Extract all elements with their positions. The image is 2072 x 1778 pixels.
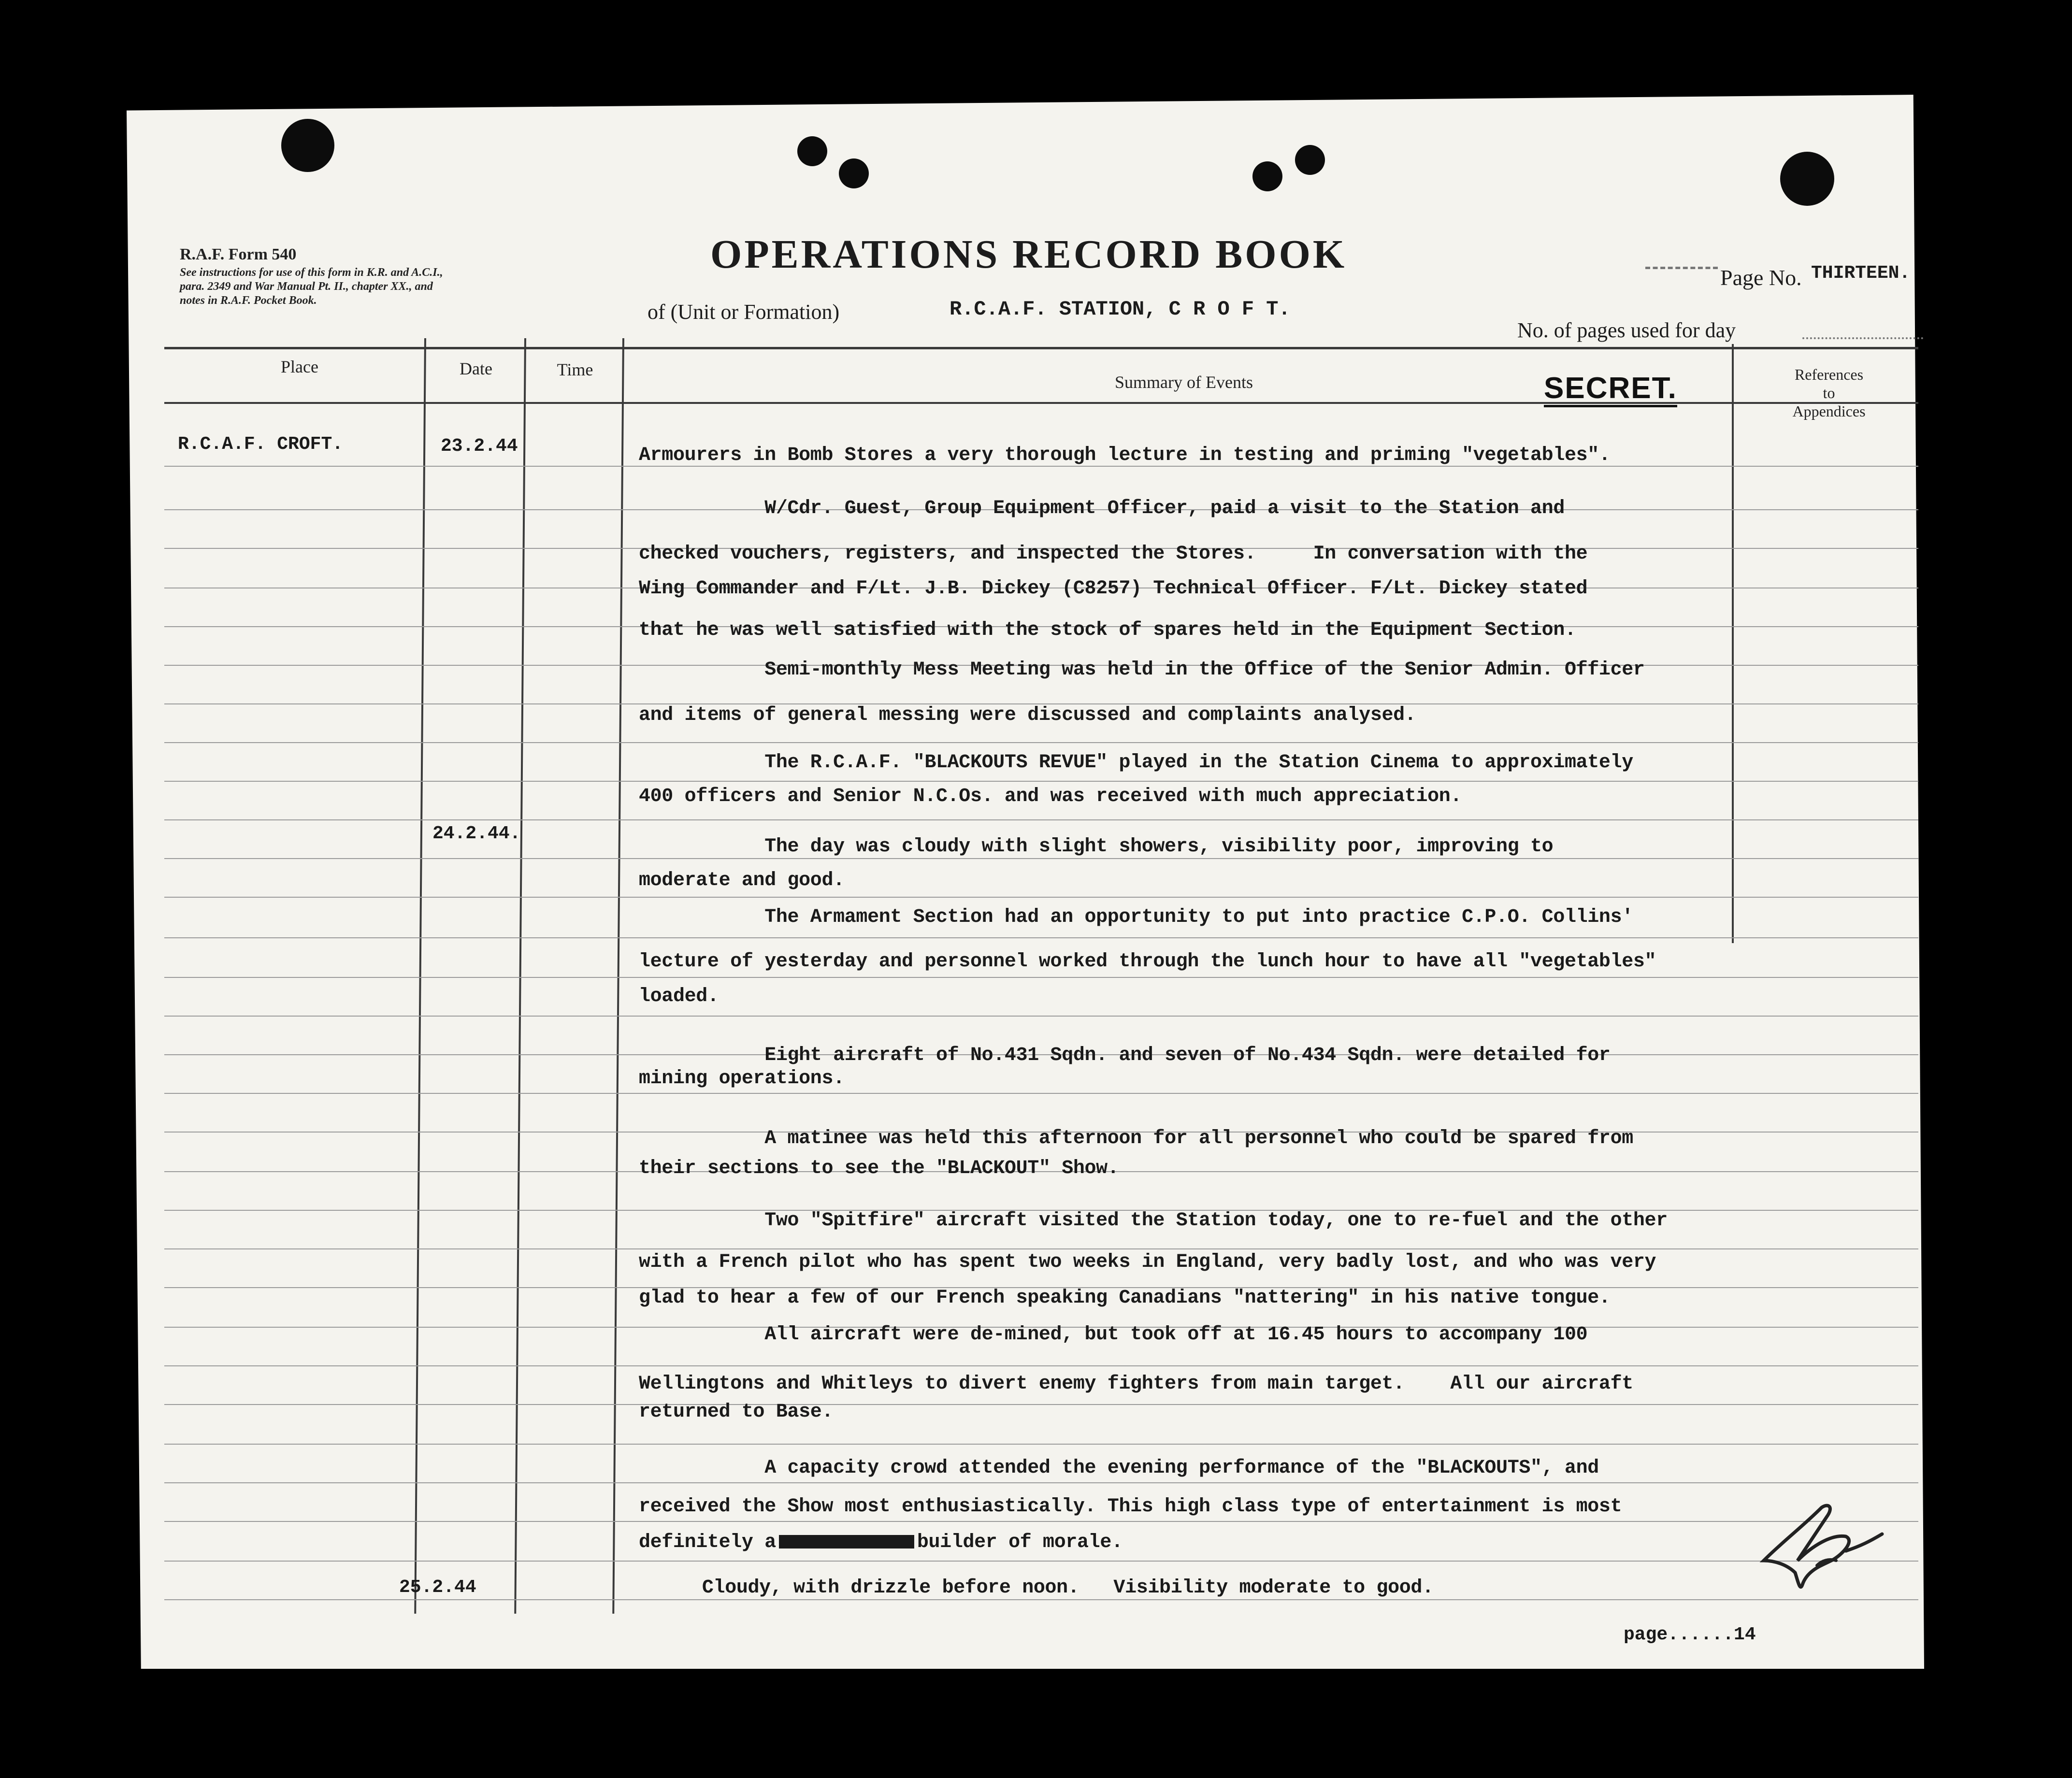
date-cell: 24.2.44. xyxy=(432,823,521,844)
summary-line: A capacity crowd attended the evening performance of the "BLACKOUTS", and xyxy=(639,1457,1599,1479)
pages-used-leader xyxy=(1802,337,1923,339)
ruled-line xyxy=(164,1365,1918,1366)
place-cell: R.C.A.F. CROFT. xyxy=(178,434,344,455)
ruled-line xyxy=(164,819,1918,820)
form-note-line: notes in R.A.F. Pocket Book. xyxy=(180,294,317,307)
summary-line: glad to hear a few of our French speaking Canadians "nattering" in his native tongue. xyxy=(639,1287,1611,1309)
form-note-line: para. 2349 and War Manual Pt. II., chapter XX., and xyxy=(180,280,433,293)
table-top-rule xyxy=(164,347,1918,349)
summary-line-text: received the Show most enthusiastically. This high class type of entertainment is most xyxy=(639,1496,1622,1518)
page-number-value: THIRTEEN. xyxy=(1811,263,1911,284)
summary-line: Cloudy, with drizzle before noon. Visibility moderate to good. xyxy=(599,1577,1434,1599)
ruled-line xyxy=(164,781,1918,782)
pages-used-label: No. of pages used for day xyxy=(1517,318,1736,342)
ruled-line xyxy=(164,1248,1918,1249)
form-note-line: See instructions for use of this form in K.R. and A.C.I., xyxy=(180,266,443,279)
summary-line: Armourers in Bomb Stores a very thorough lecture in testing and priming "vegetables". xyxy=(639,444,1611,466)
ruled-line xyxy=(164,1444,1918,1445)
summary-line: that he was well satisfied with the stock of spares held in the Equipment Section. xyxy=(639,619,1576,641)
summary-line: 400 officers and Senior N.C.Os. and was received with much appreciation. xyxy=(639,786,1462,807)
summary-line xyxy=(639,1496,1622,1518)
summary-line: The Armament Section had an opportunity to put into practice C.P.O. Collins' xyxy=(639,906,1633,928)
punch-hole-left xyxy=(281,119,334,172)
punch-hole-mid-1 xyxy=(797,136,827,166)
summary-line: The R.C.A.F. "BLACKOUTS REVUE" played in the Station Cinema to approximately xyxy=(639,752,1633,774)
summary-line: and items of general messing were discussed and complaints analysed. xyxy=(639,704,1416,726)
summary-line: loaded. xyxy=(639,986,719,1007)
ruled-line xyxy=(164,1404,1918,1405)
column-header-summary: Summary of Events xyxy=(1115,373,1253,392)
summary-line: Two "Spitfire" aircraft visited the Station today, one to re-fuel and the other xyxy=(639,1210,1668,1232)
summary-line: mining operations. xyxy=(639,1068,845,1090)
summary-line: Eight aircraft of No.431 Sqdn. and seven of No.434 Sqdn. were detailed for xyxy=(639,1045,1611,1066)
summary-line: The day was cloudy with slight showers, visibility poor, improving to xyxy=(639,836,1554,858)
summary-line-text: builder of morale. xyxy=(917,1532,1123,1553)
secret-classification: SECRET. xyxy=(1544,372,1677,407)
ruled-line xyxy=(164,858,1918,859)
unit-value: R.C.A.F. STATION, C R O F T. xyxy=(950,298,1291,321)
summary-line: returned to Base. xyxy=(639,1401,834,1423)
punch-hole-right xyxy=(1780,152,1834,206)
ruled-line xyxy=(164,1482,1918,1483)
ruled-line xyxy=(164,1599,1918,1600)
ruled-line xyxy=(164,1016,1918,1017)
summary-line: Semi-monthly Mess Meeting was held in the Office of the Senior Admin. Officer xyxy=(639,659,1645,681)
summary-line xyxy=(639,1532,1123,1553)
unit-label: of (Unit or Formation) xyxy=(648,300,840,324)
column-header-date: Date xyxy=(460,359,492,378)
column-header-time: Time xyxy=(557,360,593,379)
summary-line: Wellingtons and Whitleys to divert enemy fighters from main target. All our aircraft xyxy=(639,1373,1633,1395)
summary-line: their sections to see the "BLACKOUT" Show. xyxy=(639,1158,1119,1179)
summary-line: Wing Commander and F/Lt. J.B. Dickey (C8257) Technical Officer. F/Lt. Dickey stated xyxy=(639,578,1588,600)
ruled-line xyxy=(164,1521,1918,1522)
summary-line-text: definitely a xyxy=(639,1532,776,1553)
date-cell: 23.2.44 xyxy=(441,436,518,457)
form-reference xyxy=(180,245,634,308)
punch-hole-mid-2 xyxy=(839,158,869,188)
page-number-label: Page No. xyxy=(1720,265,1802,290)
column-header-place: Place xyxy=(281,357,318,376)
column-header-references xyxy=(1740,365,1918,420)
summary-line: All aircraft were de-mined, but took off at 16.45 hours to accompany 100 xyxy=(639,1324,1588,1346)
ruled-line xyxy=(164,937,1918,938)
punch-hole-mid-3 xyxy=(1252,161,1282,191)
summary-line: moderate and good. xyxy=(639,870,845,891)
references-line: Appendices xyxy=(1792,402,1866,420)
summary-line: checked vouchers, registers, and inspected the Stores. In conversation with the xyxy=(639,543,1588,565)
handwritten-initials xyxy=(1749,1488,1889,1599)
punch-hole-mid-4 xyxy=(1295,145,1325,175)
ruled-line xyxy=(164,1093,1918,1094)
ruled-line xyxy=(164,977,1918,978)
date-cell: 25.2.44 xyxy=(399,1577,476,1598)
summary-line: W/Cdr. Guest, Group Equipment Officer, paid a visit to the Station and xyxy=(639,498,1565,519)
document-title: OPERATIONS RECORD BOOK xyxy=(710,232,1347,277)
redaction-bar xyxy=(779,1535,914,1549)
ruled-line xyxy=(164,1561,1918,1562)
references-line: to xyxy=(1823,384,1835,401)
summary-line: lecture of yesterday and personnel worked through the lunch hour to have all "vegetables" xyxy=(639,951,1656,973)
form-instructions xyxy=(180,266,634,308)
references-line: References xyxy=(1794,366,1864,383)
summary-line: with a French pilot who has spent two weeks in England, very badly lost, and who was very xyxy=(639,1251,1656,1273)
form-number: R.A.F. Form 540 xyxy=(180,245,297,263)
column-divider-summary xyxy=(1732,344,1734,943)
continued-page-number: page......14 xyxy=(1624,1624,1756,1645)
page-no-leader xyxy=(1645,267,1718,269)
summary-line: A matinee was held this afternoon for all personnel who could be spared from xyxy=(639,1128,1633,1149)
ruled-line xyxy=(164,742,1918,743)
ruled-line xyxy=(164,897,1918,898)
